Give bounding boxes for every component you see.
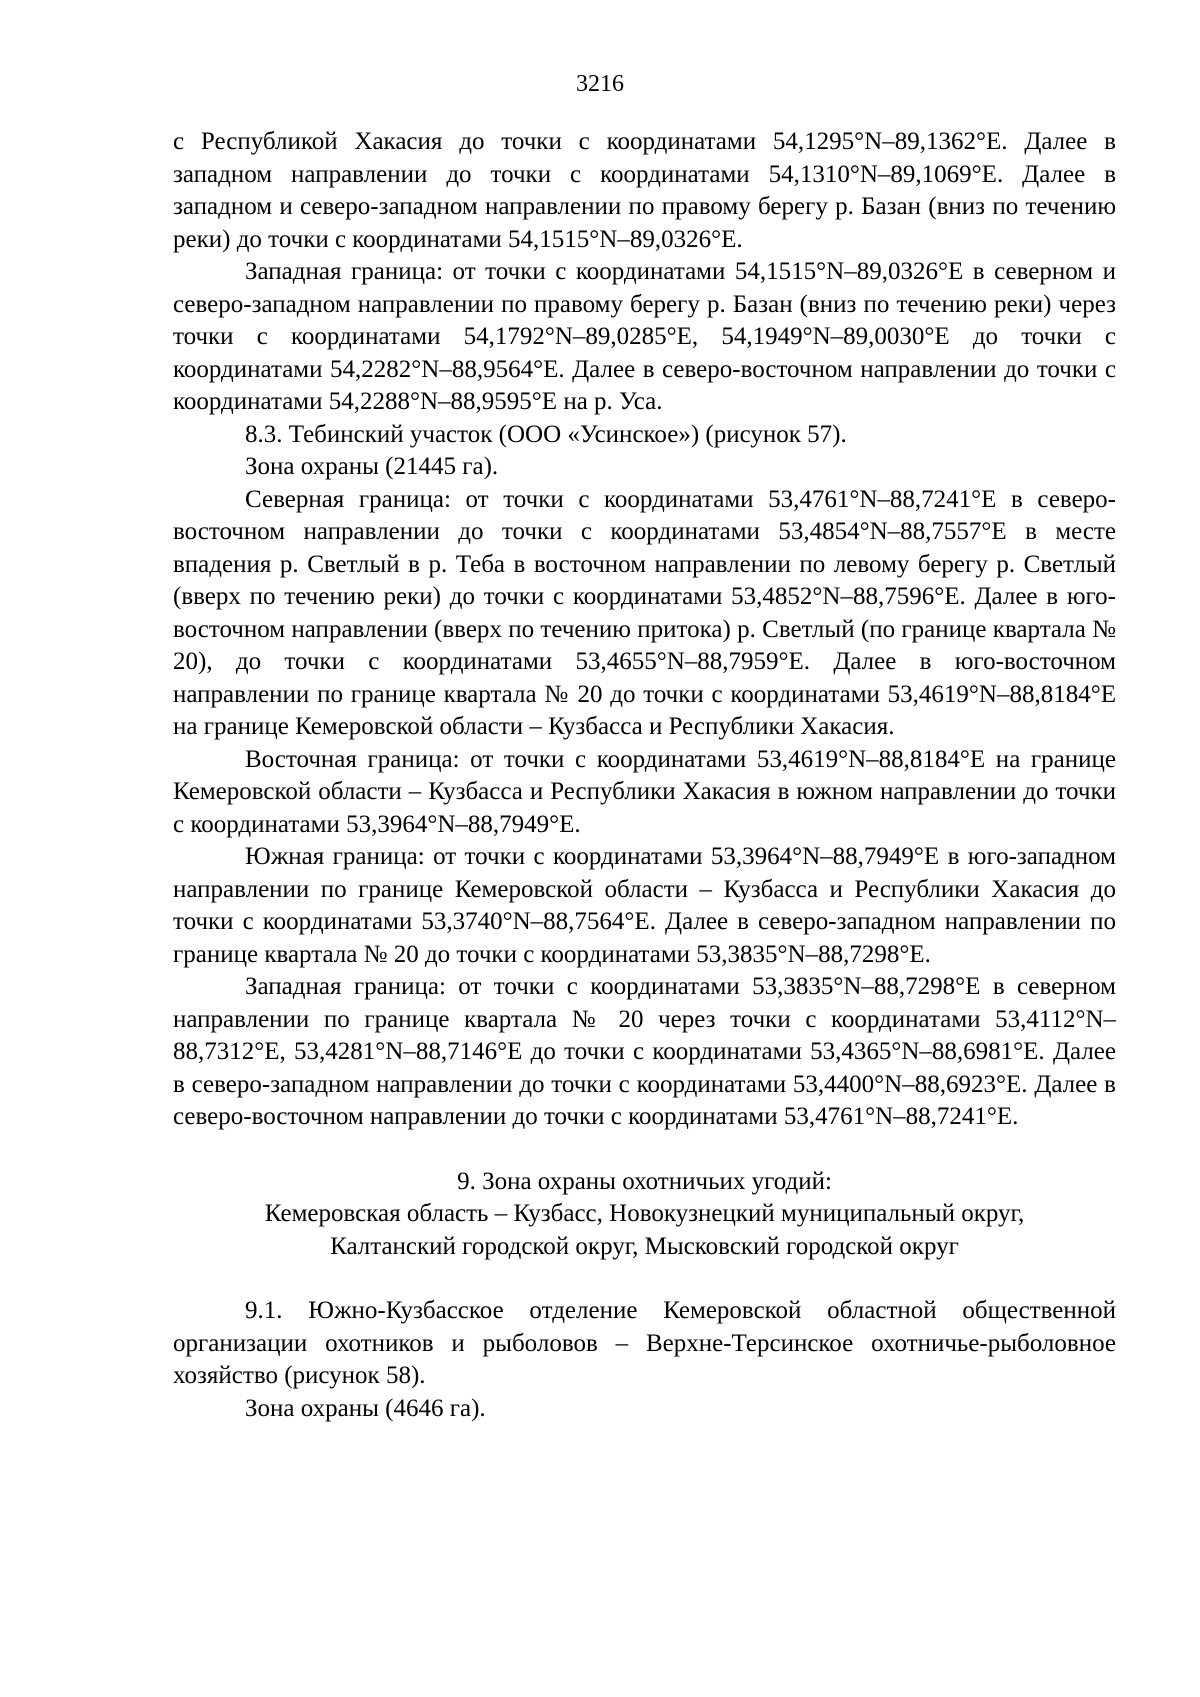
paragraph-western-border-bazan: Западная граница: от точки с координатами 54,1515°N–89,0326°E в северном и северо-западном направлении по правому берегу р. Базан (вниз по течению реки) через точки с координатами 54,1792°N–89,0285°E, 54,1949°N–89,0030°E до точки с координатами 54,2282°N–88,9564°E. Далее в северо-восточном направлении до точки с координатами 54,2288°N–88,9595°E на р. Уса. (173, 258, 1116, 415)
paragraph-southern-border: Южная граница: от точки с координатами 53,3964°N–88,7949°E в юго-западном направлении по границе Кемеровской области – Кузбасса и Республики Хакасия до точки с координатами 53,3740°N–88,7564°E. Далее в северо-западном направлении по границе квартала № 20 до точки с координатами 53,3835°N–88,7298°E. (173, 843, 1116, 968)
paragraph-tebinsky-section-title: 8.3. Тебинский участок (ООО «Усинское») (рисунок 57). (245, 420, 847, 448)
document-body (173, 126, 1116, 1425)
section-heading-line-1: 9. Зона охраны охотничьих угодий: (457, 1167, 832, 1195)
section-heading-line-2: Кемеровская область – Кузбасс, Новокузнецкий муниципальный округ, (264, 1200, 1025, 1227)
section-heading (173, 1166, 1116, 1264)
page-number: 3216 (576, 71, 624, 97)
paragraph-protection-zone-area-2: Зона охраны (4646 га). (245, 1394, 486, 1422)
paragraph-hunting-organization: 9.1. Южно-Кузбасское отделение Кемеровской областной общественной организации охотников и рыболовов – Верхне-Терсинское охотничье-рыболовное хозяйство (рисунок 58). (173, 1297, 1116, 1389)
paragraph-eastern-border: Восточная граница: от точки с координатами 53,4619°N–88,8184°E на границе Кемеровской области – Кузбасса и Республики Хакасия в южном направлении до точки с координатами 53,3964°N–88,7949°E. (173, 745, 1116, 838)
paragraph-northern-border: Северная граница: от точки с координатами 53,4761°N–88,7241°E в северо-восточном направлении до точки с координатами 53,4854°N–88,7557°E в месте впадения р. Светлый в р. Теба в восточном направлении по левому берегу р. Светлый (вверх по течению реки) до точки с координатами 53,4852°N–88,7596°E. Далее в юго-восточном направлении (вверх по течению притока) р. Светлый (по границе квартала № 20), до точки с координатами 53,4655°N–88,7959°E. Далее в юго-восточном направлении по границе квартала № 20 до точки с координатами 53,4619°N–88,8184°E на границе Кемеровской области – Кузбасса и Республики Хакасия. (173, 485, 1116, 740)
section-heading-line-3: Калтанский городской округ, Мысковский городской округ (330, 1232, 959, 1260)
paragraph-western-border: Западная граница: от точки с координатами 53,3835°N–88,7298°E в северном направлении по границе квартала № 20 через точки с координатами 53,4112°N–88,7312°E, 53,4281°N–88,7146°E до точки с координатами 53,4365°N–88,6981°E. Далее в северо-западном направлении до точки с координатами 53,4400°N–88,6923°E. Далее в северо-восточном направлении до точки с координатами 53,4761°N–88,7241°E. (173, 973, 1116, 1130)
paragraph-continuation: с Республикой Хакасия до точки с координатами 54,1295°N–89,1362°E. Далее в западном направлении до точки с координатами 54,1310°N–89,1069°E. Далее в западном и северо-западном направлении по правому берегу р. Базан (вниз по течению реки) до точки с координатами 54,1515°N–89,0326°E. (173, 128, 1116, 253)
paragraph-protection-zone-area: Зона охраны (21445 га). (245, 453, 499, 480)
